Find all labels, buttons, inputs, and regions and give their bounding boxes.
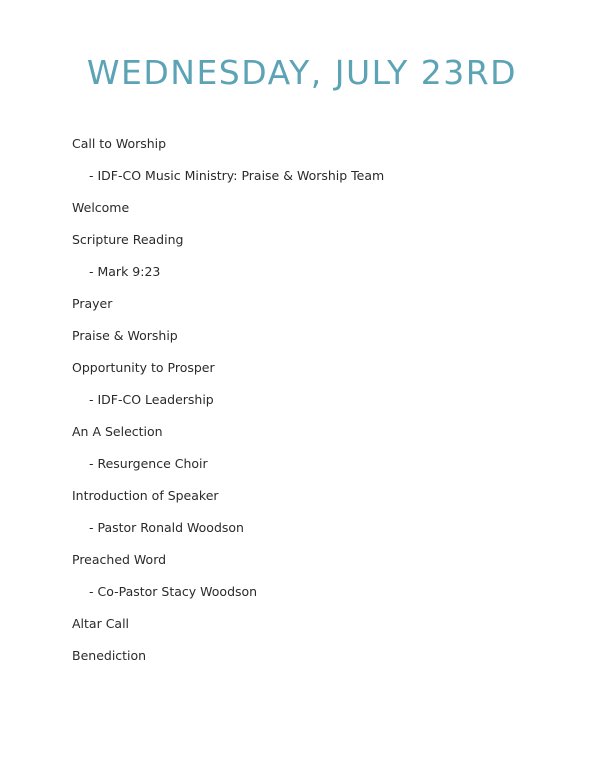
program-item: Preached Word [72,552,167,567]
program-item: Call to Worship [72,136,167,151]
program-item-detail: - Mark 9:23 [89,264,161,279]
program-item: Welcome [72,200,130,215]
program-item: Praise & Worship [72,328,178,343]
page-title: WEDNESDAY, JULY 23RD [86,53,518,92]
program-item: Introduction of Speaker [72,488,219,503]
program-item-detail: - IDF-CO Music Ministry: Praise & Worship Team [89,168,385,183]
program-item-detail: - IDF-CO Leadership [89,392,214,407]
program-item: Prayer [72,296,113,311]
program-list [72,134,384,678]
program-item: Opportunity to Prosper [72,360,215,375]
program-item-detail: - Co-Pastor Stacy Woodson [89,584,258,599]
program-item: Altar Call [72,616,130,631]
program-item: Scripture Reading [72,232,184,247]
program-item-detail: - Pastor Ronald Woodson [89,520,244,535]
program-item: Benediction [72,648,147,663]
program-item: An A Selection [72,424,163,439]
program-item-detail: - Resurgence Choir [89,456,208,471]
